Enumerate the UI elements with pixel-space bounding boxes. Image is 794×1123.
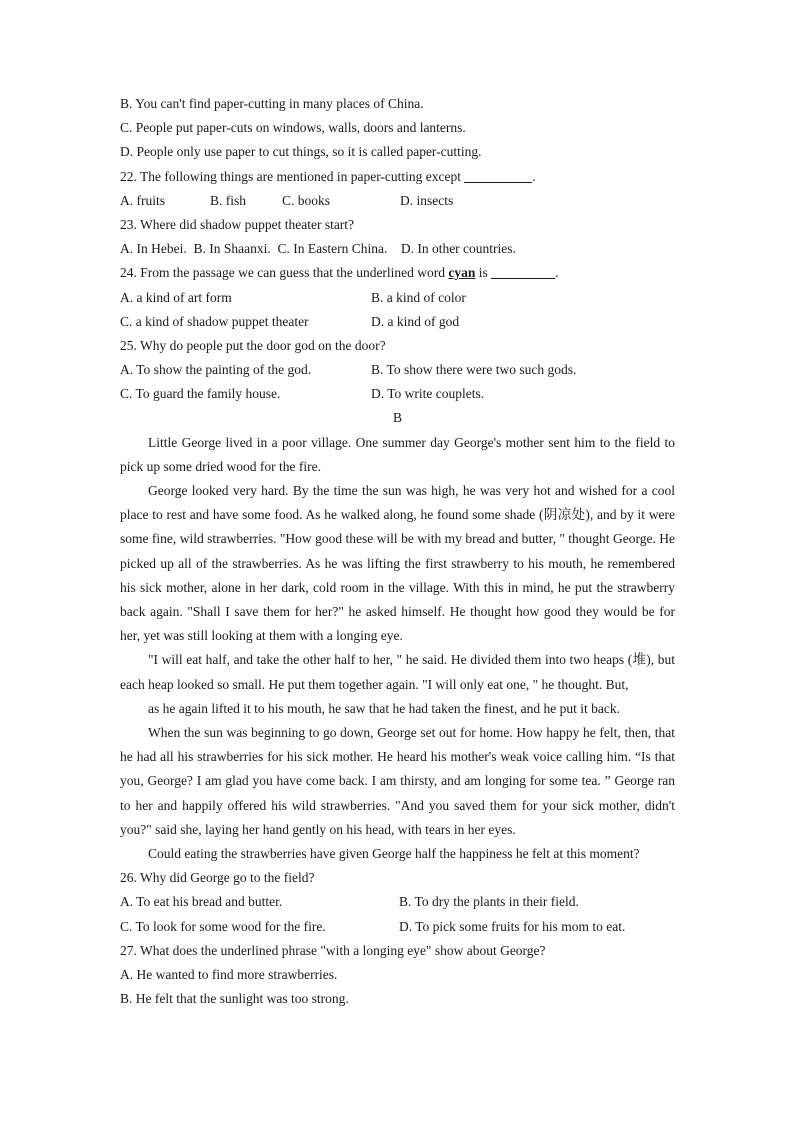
q26-option-c: C. To look for some wood for the fire. — [120, 918, 326, 934]
q25-option-a: A. To show the painting of the god. — [120, 362, 312, 378]
passage-paragraph-5: Could eating the strawberries have given George half the happiness he felt at this moment? — [148, 846, 640, 862]
q22-stem-text: 22. The following things are mentioned in paper-cutting except — [120, 168, 462, 184]
q26-options-row-2 — [120, 915, 675, 939]
q26-options-row-1 — [120, 890, 675, 914]
q25-stem: 25. Why do people put the door god on the door? — [120, 337, 386, 353]
q22-stem — [120, 165, 675, 189]
q23-options: A. In Hebei. B. In Shaanxi. C. In Eastern China. D. In other countries. — [120, 241, 516, 257]
q22-option-c: C. books — [282, 192, 331, 208]
q27-stem: 27. What does the underlined phrase "with a longing eye" show about George? — [120, 942, 546, 958]
q24-option-c: C. a kind of shadow puppet theater — [120, 313, 309, 329]
q24-underlined-word: cyan — [448, 265, 476, 281]
q22-option-a: A. fruits — [120, 192, 165, 208]
q24-stem-end: . — [555, 265, 559, 281]
q24-option-b: B. a kind of color — [371, 289, 466, 305]
passage-paragraph-3-continued: as he again lifted it to his mouth, he saw that he had taken the finest, and he put it back. — [148, 700, 620, 716]
q25-option-c: C. To guard the family house. — [120, 386, 281, 402]
section-label: B — [392, 410, 402, 426]
q22-option-d: D. insects — [400, 192, 454, 208]
q27-option-a: A. He wanted to find more strawberries. — [120, 967, 338, 983]
passage-paragraph-1: Little George lived in a poor village. One summer day George's mother sent him to the field to pick up some dried wood for the fire. — [120, 434, 675, 474]
q23-stem: 23. Where did shadow puppet theater start? — [120, 216, 355, 232]
q24-option-a: A. a kind of art form — [120, 289, 232, 305]
passage-paragraph-4: When the sun was beginning to go down, George set out for home. How happy he felt, then, that he had all his strawberries for his sick mother. He heard his mother's weak voice calling him. “Is that you, George? I am glad you have come back. I am thirsty, and am longing for some tea. ” George ran to her and happily offered his wild strawberries. "And you saved them for your sick mother, didn't you?" said she, laying her hand gently on his head, with tears in her eyes. — [120, 725, 675, 837]
q25-options-row-1 — [120, 358, 675, 382]
q21-option-d: D. People only use paper to cut things, so it is called paper-cutting. — [120, 144, 482, 160]
q21-option-b: B. You can't find paper-cutting in many places of China. — [120, 96, 424, 111]
q22-option-b: B. fish — [210, 192, 247, 208]
q25-options-row-2 — [120, 382, 675, 406]
q24-answer-blank[interactable] — [491, 265, 555, 279]
q24-options-row-1 — [120, 286, 675, 310]
passage-paragraph-2: George looked very hard. By the time the sun was high, he was very hot and wished for a cool place to rest and have some food. As he walked along, he found some shade (阴凉处), and by it were some fine, wild strawberries. "How good these will be with my bread and butter, " thought George. He picked up all of the strawberries. As he was lifting the first strawberry to his mouth, he remembered his sick mother, alone in her dark, cold room in the village. With this in mind, he put the strawberry back again. "Shall I save them for her?" he asked himself. He thought how good they would be for her, yet was still looking at them with a longing eye. — [120, 483, 675, 644]
q26-stem: 26. Why did George go to the field? — [120, 870, 315, 886]
q24-option-d: D. a kind of god — [371, 313, 460, 329]
q24-stem — [120, 261, 675, 285]
q25-option-b: B. To show there were two such gods. — [371, 362, 577, 378]
q22-stem-end: . — [532, 168, 536, 184]
passage-paragraph-3: "I will eat half, and take the other half to her, " he said. He divided them into two heaps (堆), but each heap looked so small. He put them together again. "I will only eat one, " he thought. But, — [120, 652, 675, 692]
q27-option-b: B. He felt that the sunlight was too strong. — [120, 991, 349, 1007]
q21-option-c: C. People put paper-cuts on windows, walls, doors and lanterns. — [120, 120, 466, 136]
q22-answer-blank[interactable] — [464, 169, 532, 183]
q26-option-a: A. To eat his bread and butter. — [120, 894, 283, 910]
q22-options — [120, 189, 675, 213]
q24-options-row-2 — [120, 310, 675, 334]
q24-stem-after: is — [478, 265, 488, 281]
worksheet-page — [120, 92, 675, 1011]
q26-option-d: D. To pick some fruits for his mom to eat. — [399, 918, 626, 934]
q25-option-d: D. To write couplets. — [371, 386, 485, 402]
q26-option-b: B. To dry the plants in their field. — [399, 894, 579, 910]
q24-stem-before: 24. From the passage we can guess that the underlined word — [120, 265, 446, 281]
